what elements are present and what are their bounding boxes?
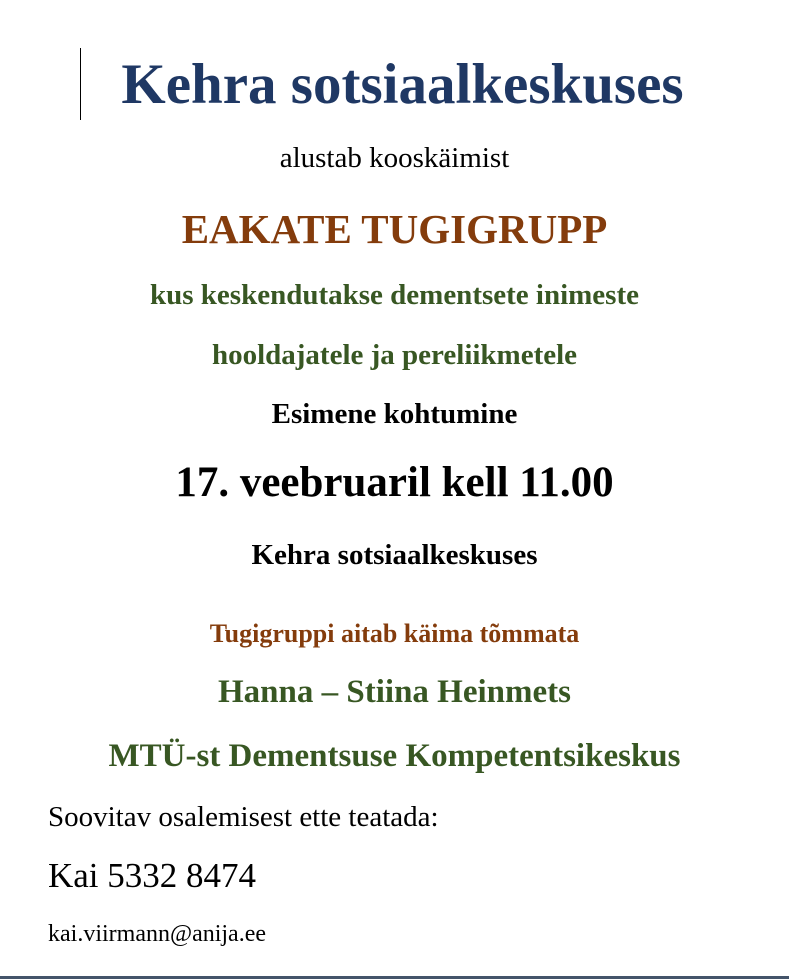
group-name: EAKATE TUGIGRUPP: [181, 206, 608, 252]
contact-phone: Kai 5332 8474: [48, 856, 257, 895]
first-meeting-label: Esimene kohtumine: [271, 398, 518, 430]
helper-name: Hanna – Stiina Heinmets: [218, 674, 571, 710]
meeting-location: Kehra sotsiaalkeskuses: [251, 539, 538, 571]
focus-line-1: kus keskendutakse dementsete inimeste: [150, 279, 639, 311]
contact-email: kai.viirmann@anija.ee: [48, 921, 267, 947]
subtitle: alustab kooskäimist: [279, 142, 510, 174]
notify-text: Soovitav osalemisest ette teatada:: [48, 801, 439, 833]
focus-line-2: hooldajatele ja pereliikmetele: [211, 339, 578, 371]
organization-name: MTÜ-st Dementsuse Kompetentsikeskus: [108, 738, 681, 774]
meeting-date-time: 17. veebruaril kell 11.00: [175, 459, 614, 506]
helper-intro: Tugigruppi aitab käima tõmmata: [209, 619, 580, 648]
document-title: Kehra sotsiaalkeskuses: [121, 53, 684, 116]
